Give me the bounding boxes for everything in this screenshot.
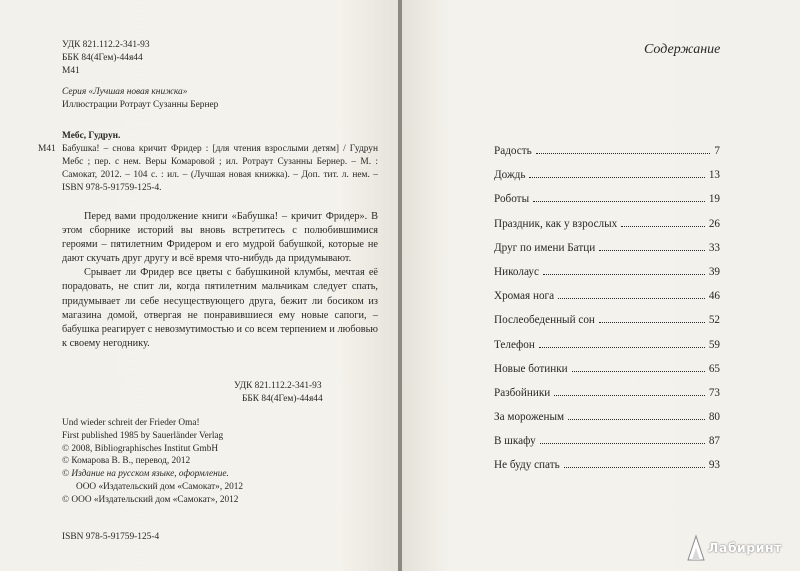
toc-entry-title: Телефон (494, 338, 535, 351)
toc-entry-title: Не буду спать (494, 459, 560, 472)
bib-description: Бабушка! – снова кричит Фридер : [для чтения взрослыми детям] / Гудрун Мебс ; пер. с нем. Веры Комаровой ; ил. Ротраут Сузанны Бернер. – М. : Самокат, 2012. – 104 с. : ил. – (Лучшая новая книжка). – Доп. тит. л. нем. – ISBN 978-5-91759-125-4. (62, 144, 378, 193)
toc-entry-title: Друг по имени Батци (494, 241, 596, 254)
toc-title: Содержание (644, 42, 721, 57)
toc-leader-dots (572, 371, 705, 372)
toc-entry-title: Послеобеденный сон (494, 314, 595, 327)
toc-entry-page: 87 (708, 435, 720, 448)
toc-entry (494, 193, 720, 217)
watermark-text: Лабиринт (708, 540, 782, 555)
toc-entry (494, 169, 720, 193)
toc-entry-page: 93 (708, 459, 720, 472)
copyright-block (62, 417, 243, 507)
toc-leader-dots (539, 347, 705, 348)
toc-entry-page: 52 (708, 314, 720, 327)
toc-entry-page: 26 (708, 217, 720, 230)
toc-entry-page: 33 (708, 241, 720, 254)
toc-entry (494, 339, 720, 363)
toc-leader-dots (564, 467, 705, 468)
toc-entry (494, 314, 720, 338)
isbn: ISBN 978-5-91759-125-4 (62, 532, 160, 542)
illustrations-credit: Иллюстрации Ротраут Сузанны Бернер (62, 100, 219, 110)
toc-entry-page: 59 (708, 338, 720, 351)
toc-entry (494, 363, 720, 387)
toc-leader-dots (621, 226, 705, 227)
toc-entry-title: Николаус (494, 265, 539, 278)
bib-author: Мебс, Гудрун. (62, 131, 121, 141)
toc-entry (494, 435, 720, 459)
toc-leader-dots (568, 419, 705, 420)
toc-entry-title: За мороженым (494, 411, 565, 424)
copyright-line: © Издание на русском языке, оформление. (62, 469, 229, 480)
author-mark: М41 (62, 66, 80, 76)
toc-leader-dots (599, 250, 705, 251)
annotation-paragraph-1: Перед вами продолжение книги «Бабушка! – кричит Фридер». В этом сборнике историй вы вновь встретитесь с полюбившимися героями – пятилетним Фридером и его мудрой бабушкой, которые не дают скучать друг другу и всё время что-нибудь да придумывают. (62, 211, 378, 265)
toc-entry (494, 387, 720, 411)
toc-entry (494, 242, 720, 266)
toc-leader-dots (554, 395, 705, 396)
toc-entry (494, 459, 720, 483)
toc-entry-title: Дождь (494, 169, 526, 182)
toc-entry-page: 80 (708, 411, 720, 424)
copyright-line: © Комарова В. В., перевод, 2012 (62, 456, 191, 467)
toc-leader-dots (599, 322, 705, 323)
toc-leader-dots (558, 298, 705, 299)
series-line: Серия «Лучшая новая книжка» (62, 87, 188, 97)
toc-leader-dots (540, 443, 705, 444)
toc-entry-title: Хромая нога (494, 290, 555, 303)
toc-entry (494, 290, 720, 314)
toc-leader-dots (533, 201, 705, 202)
copyright-line: Und wieder schreit der Frieder Oma! (62, 418, 200, 428)
toc-entry-page: 13 (708, 169, 720, 182)
copyright-line: ООО «Издательский дом «Самокат», 2012 (76, 481, 244, 492)
copyright-line: © 2008, Bibliographisches Institut GmbH (62, 443, 219, 454)
toc-entry-page: 19 (708, 193, 720, 206)
toc-entry (494, 218, 720, 242)
copyright-line: First published 1985 by Sauerländer Verlag (62, 430, 224, 441)
annotation-paragraph-2: Срывает ли Фридер все цветы с бабушкиной клумбы, мечтая её порадовать, не спит ли, когда пятилетним мальчикам следует спать, придумывает ли себе несуществующего друга, бежит ли босиком из магазина домой, отвергая не понравившиеся ему новые сапоги, – бабушка реагирует с невозмутимостью и со всем терпением и любовью к своему негоднику. (62, 267, 378, 349)
toc-entry (494, 266, 720, 290)
toc-entry-title: Радость (494, 145, 532, 157)
toc-entry-page: 73 (708, 386, 720, 399)
toc-leader-dots (536, 153, 711, 154)
toc-entry-page: 39 (708, 265, 720, 278)
bbk-code: ББК 84(4Гем)-44я44 (62, 53, 143, 63)
udk-code: УДК 821.112.2-341-93 (62, 40, 150, 50)
toc-leader-dots (543, 274, 705, 275)
toc-entry-title: Роботы (494, 193, 530, 206)
toc-entry-title: Новые ботинки (494, 362, 568, 375)
bbk-code-2: ББК 84(4Гем)-44я44 (242, 394, 323, 404)
udk-code-2: УДК 821.112.2-341-93 (234, 381, 322, 391)
toc-entry-title: Разбойники (494, 386, 551, 399)
toc-entry-page: 46 (708, 290, 720, 303)
toc-entry-title: Праздник, как у взрослых (494, 217, 618, 230)
annotation (62, 210, 378, 351)
toc-entry-page: 65 (708, 362, 720, 375)
copyright-line: © ООО «Издательский дом «Самокат», 2012 (62, 494, 239, 505)
toc-leader-dots (529, 177, 704, 178)
toc-entry-page: 7 (714, 145, 720, 157)
bib-author-mark: М41 (38, 144, 56, 154)
toc-entry-title: В шкафу (494, 435, 536, 448)
toc-entry (494, 145, 720, 169)
bibliographic-record (62, 130, 378, 195)
table-of-contents (494, 145, 720, 484)
left-page (0, 0, 398, 571)
toc-entry (494, 411, 720, 435)
